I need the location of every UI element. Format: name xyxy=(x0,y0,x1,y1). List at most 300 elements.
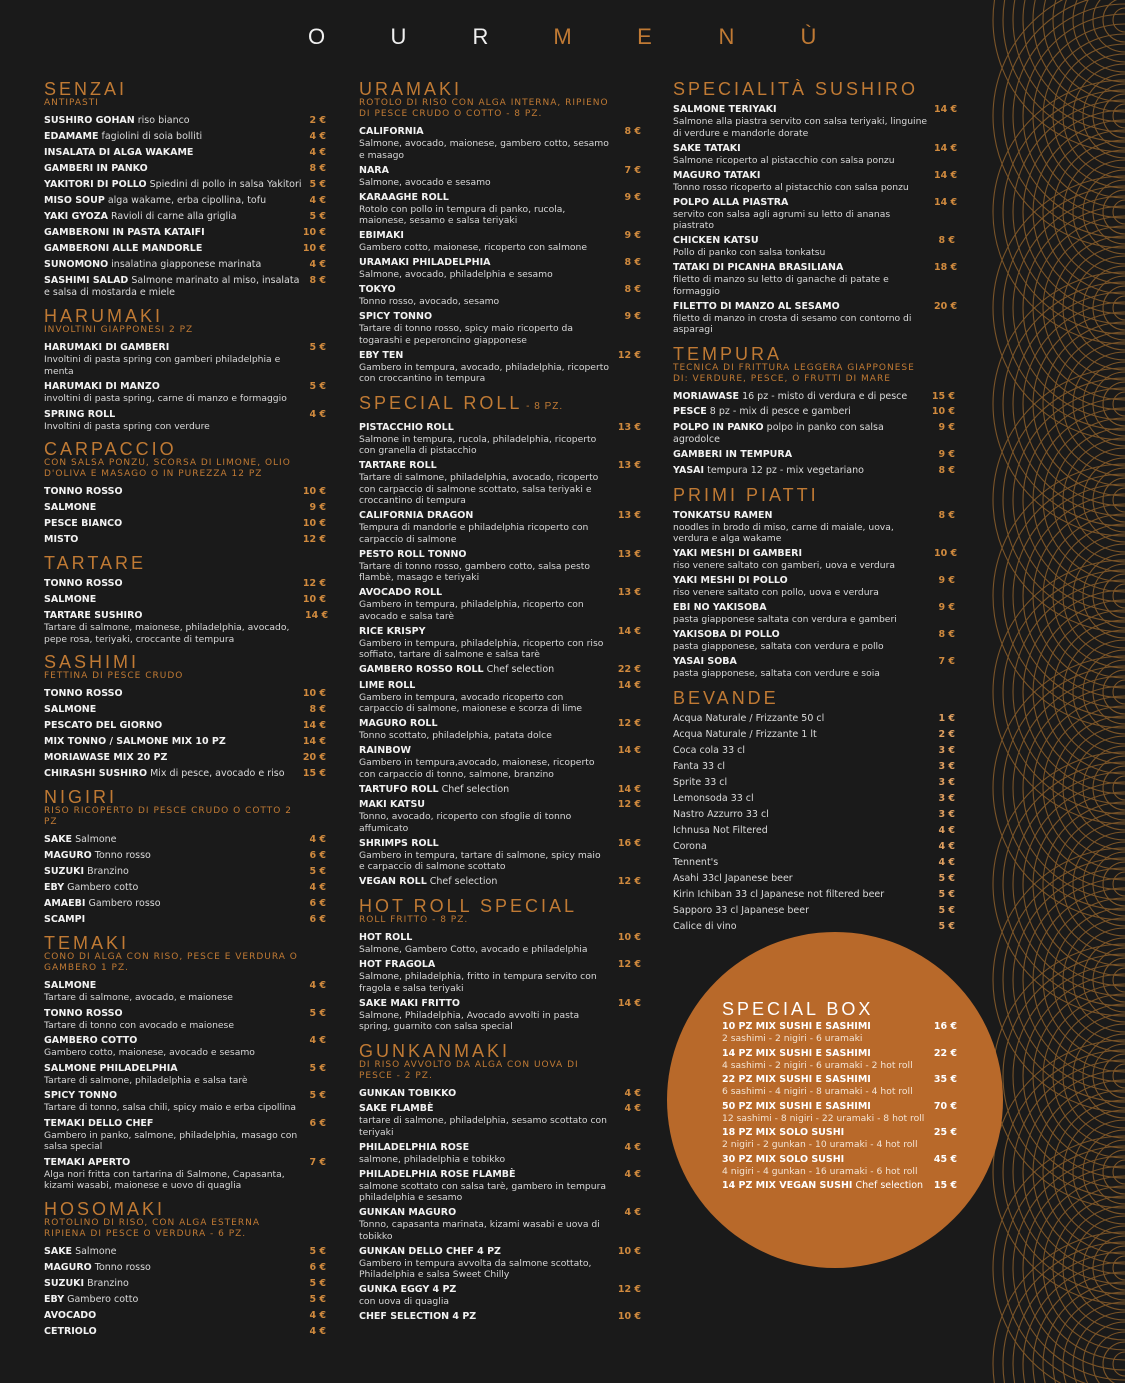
item-line xyxy=(673,422,932,446)
item-inline-desc: fagiolini di soia bolliti xyxy=(101,131,203,142)
item-price: 4 € xyxy=(309,131,326,142)
item-text xyxy=(359,838,618,873)
beverage-item xyxy=(673,793,955,805)
menu-item xyxy=(673,104,958,139)
item-inline-desc: polpo in panko con salsa agrodolce xyxy=(673,421,884,445)
section-subtitle: CON SALSA PONZU, SCORSA DI LIMONE, OLIO D'OLIVA E MASAGO O IN PUREZZA 12 PZ xyxy=(44,458,291,479)
menu-item xyxy=(44,1157,326,1192)
item-text xyxy=(673,235,938,259)
item-price: 6 € xyxy=(309,1261,326,1273)
item-description: Tartare di salmone, avocado, e maionese xyxy=(44,992,233,1003)
item-description: 12 sashimi - 8 nigiri - 22 uramaki - 8 hot roll xyxy=(722,1112,925,1124)
item-line xyxy=(722,1180,928,1192)
item-price: 14 € xyxy=(934,196,958,208)
deco-arc xyxy=(1073,736,1125,840)
item-text xyxy=(722,1048,934,1072)
item-line xyxy=(359,838,612,850)
menu-item xyxy=(44,914,326,926)
item-price: 10 € xyxy=(617,1245,641,1257)
item-description: Gambero in tempura, avocado ricoperto con carpaccio di salmone, maionese e scorza di lime xyxy=(359,691,583,714)
item-price: 8 € xyxy=(624,257,641,268)
beverage-price: 5 € xyxy=(938,904,955,916)
item-name: YASAI xyxy=(673,464,705,476)
beverage-price: 3 € xyxy=(938,808,955,820)
item-text xyxy=(359,1207,624,1242)
item-line xyxy=(44,518,297,530)
item-description: Gambero in tempura, philadelphia, ricoperto con avocado e salsa tarè xyxy=(359,599,584,622)
item-line xyxy=(44,752,297,764)
item-text xyxy=(673,406,932,418)
section-subtitle: INVOLTINI GIAPPONESI 2 PZ xyxy=(44,325,194,335)
item-price: 12 € xyxy=(617,959,641,970)
menu-section xyxy=(44,653,326,780)
beverage-item xyxy=(673,889,955,901)
section-title xyxy=(44,554,326,572)
menu-item xyxy=(359,998,641,1033)
menu-item xyxy=(359,959,641,994)
beverage-name: Coca cola 33 cl xyxy=(673,744,745,756)
deco-arc xyxy=(1073,1216,1125,1320)
item-text xyxy=(44,736,303,748)
item-description: Tartare di tonno con avocado e maionese xyxy=(44,1019,234,1031)
beverage-item xyxy=(673,857,955,869)
beverage-name: Tennent's xyxy=(673,856,719,868)
menu-section xyxy=(44,934,326,1192)
item-price: 22 € xyxy=(617,664,641,675)
item-description: filetto di manzo su letto di ganache di patate e formaggio xyxy=(673,274,889,297)
item-description: Salmone, avocado, maionese, gambero cotto, sesamo e masago xyxy=(359,138,609,161)
item-inline-desc: Ravioli di carne alla griglia xyxy=(111,211,237,222)
item-line xyxy=(673,629,932,641)
deco-arc xyxy=(1073,832,1125,936)
item-line xyxy=(359,587,612,599)
item-line xyxy=(673,602,932,614)
menu-item xyxy=(359,1169,641,1204)
item-line xyxy=(44,578,297,590)
special-box xyxy=(722,1000,957,1195)
item-text xyxy=(673,575,938,599)
menu-item xyxy=(359,838,641,873)
menu-item xyxy=(359,1284,641,1308)
item-price: 4 € xyxy=(309,834,326,845)
item-text xyxy=(44,381,309,405)
deco-arc xyxy=(1113,488,1125,512)
item-text xyxy=(44,227,303,239)
item-text xyxy=(44,1063,309,1087)
item-description: servito con salsa agli agrumi su letto di ananas piastrato xyxy=(673,208,891,231)
menu-item xyxy=(44,518,326,530)
item-name: TONKATSU RAMEN xyxy=(673,509,773,521)
item-text xyxy=(722,1127,934,1151)
item-price: 70 € xyxy=(933,1100,957,1112)
item-line xyxy=(44,594,297,606)
item-name: MAGURO xyxy=(44,1261,92,1273)
item-description: 2 nigiri - 2 gunkan - 10 uramaki - 4 hot roll xyxy=(722,1139,918,1150)
beverage-price: 3 € xyxy=(938,760,955,772)
item-text xyxy=(44,486,303,498)
menu-item xyxy=(44,1118,326,1153)
item-price: 14 € xyxy=(305,610,329,621)
menu-item xyxy=(359,1207,641,1242)
deco-arc xyxy=(1033,600,1125,784)
deco-arc xyxy=(1013,388,1125,612)
beverage-item xyxy=(673,905,955,917)
item-text xyxy=(44,179,309,191)
item-name: PISTACCHIO ROLL xyxy=(359,421,454,433)
item-line xyxy=(359,799,612,811)
item-name: SUZUKI xyxy=(44,866,85,877)
item-line xyxy=(359,1207,618,1219)
item-name: INSALATA DI ALGA WAKAME xyxy=(44,147,194,158)
item-description: Salmone, Philadelphia, Avocado avvolti in pasta spring, guarnito con salsa special xyxy=(359,1009,580,1032)
item-name: TONNO ROSSO xyxy=(44,688,123,699)
deco-arc xyxy=(1033,696,1125,880)
beverage-name: Ichnusa Not Filtered xyxy=(673,824,768,836)
item-price: 13 € xyxy=(617,460,641,471)
item-line xyxy=(44,1262,303,1274)
item-line xyxy=(44,115,303,127)
item-name: HOT ROLL xyxy=(359,932,413,943)
item-line xyxy=(359,1311,612,1323)
menu-item xyxy=(673,422,955,446)
menu-item xyxy=(359,1088,641,1100)
item-name: SAKE TATAKI xyxy=(673,142,741,154)
item-name: PESTO ROLL TONNO xyxy=(359,548,467,560)
item-name: EBY xyxy=(44,1293,65,1305)
item-name: SALMONE xyxy=(44,594,97,605)
section-title-text: CARPACCIO xyxy=(44,439,177,459)
item-text xyxy=(673,602,938,626)
item-description: tartare di salmone, philadelphia, sesamo scottato con teriyaki xyxy=(359,1115,607,1138)
item-line xyxy=(44,1310,303,1322)
menu-item xyxy=(44,850,326,862)
menu-item xyxy=(44,1090,326,1114)
item-line xyxy=(673,170,928,182)
item-line xyxy=(44,275,303,299)
item-name: TATAKI DI PICANHA BRASILIANA xyxy=(673,262,844,273)
item-price: 16 € xyxy=(933,1021,957,1032)
item-text xyxy=(44,259,309,271)
beverage-name: Nastro Azzurro 33 cl xyxy=(673,808,769,820)
item-description: 4 nigiri - 4 gunkan - 16 uramaki - 6 hot roll xyxy=(722,1165,918,1177)
deco-arc xyxy=(1013,772,1125,996)
item-name: TARTARE ROLL xyxy=(359,460,437,471)
item-description: Tartare di tonno, salsa chili, spicy maio e erba cipollina xyxy=(44,1102,296,1113)
item-price: 12 € xyxy=(617,349,641,361)
section-title xyxy=(359,1042,641,1060)
item-price: 12 € xyxy=(617,799,641,810)
item-name: 10 PZ MIX SUSHI E SASHIMI xyxy=(722,1021,871,1032)
item-price: 4 € xyxy=(309,259,326,270)
item-price: 6 € xyxy=(309,914,326,925)
item-text xyxy=(44,1262,309,1274)
item-line xyxy=(359,192,618,204)
item-price: 4 € xyxy=(624,1087,641,1099)
item-name: FILETTO DI MANZO AL SESAMO xyxy=(673,300,840,312)
item-price: 4 € xyxy=(624,1168,641,1180)
section-title xyxy=(359,394,641,416)
item-text xyxy=(44,898,309,910)
item-line xyxy=(44,163,303,175)
deco-arc xyxy=(1033,888,1125,1072)
menu-item xyxy=(44,688,326,700)
beverage-name: Lemonsoda 33 cl xyxy=(673,792,754,804)
special-box-title: SPECIAL BOX xyxy=(722,999,874,1019)
title-letter: E xyxy=(637,24,652,49)
item-price: 2 € xyxy=(309,115,326,126)
menu-item xyxy=(673,548,958,572)
item-text xyxy=(44,115,309,127)
item-inline-desc: 16 pz - misto di verdura e di pesce xyxy=(742,390,908,402)
item-price: 5 € xyxy=(309,342,326,353)
item-line xyxy=(44,486,297,498)
item-line xyxy=(359,257,618,269)
section-subtitle: RISO RICOPERTO DI PESCE CRUDO O COTTO 2 PZ xyxy=(44,806,292,827)
beverage-item xyxy=(673,777,955,789)
menu-item xyxy=(359,1103,641,1138)
item-inline-desc: Tonno rosso xyxy=(94,1261,151,1273)
item-text xyxy=(44,1278,309,1290)
item-price: 10 € xyxy=(302,518,326,529)
deco-arc xyxy=(1013,292,1125,516)
item-text xyxy=(359,626,618,661)
item-text xyxy=(359,284,624,308)
item-text xyxy=(673,548,934,572)
item-name: AMAEBI xyxy=(44,898,86,909)
item-line xyxy=(44,342,303,354)
section-subtitle: CONO DI ALGA CON RISO, PESCE E VERDURA O GAMBERO 1 PZ. xyxy=(44,952,298,973)
item-price: 5 € xyxy=(309,1293,326,1305)
item-name: TOKYO xyxy=(359,284,396,295)
beverage-item xyxy=(673,761,955,773)
deco-arc xyxy=(1013,196,1125,420)
deco-arc xyxy=(1063,342,1125,466)
item-price: 16 € xyxy=(617,837,641,849)
menu-item xyxy=(359,745,641,780)
item-name: TEMAKI APERTO xyxy=(44,1156,131,1168)
deco-arc xyxy=(1033,120,1125,304)
item-name: PESCE BIANCO xyxy=(44,518,123,529)
item-text xyxy=(673,391,932,403)
item-name: SPRING ROLL xyxy=(44,408,116,420)
beverage-price: 3 € xyxy=(938,744,955,756)
menu-item xyxy=(673,406,955,418)
item-text xyxy=(44,834,309,846)
menu-item xyxy=(44,227,326,239)
item-inline-desc: insalatina giapponese marinata xyxy=(111,259,262,270)
item-description: Tartare di salmone, philadelphia e salsa tarè xyxy=(44,1074,248,1086)
item-name: MAGURO TATAKI xyxy=(673,169,761,181)
item-line xyxy=(44,1246,303,1258)
section-title xyxy=(44,1200,326,1218)
item-description: involtini di pasta spring, carne di manzo e formaggio xyxy=(44,393,287,404)
item-text xyxy=(44,1090,309,1114)
item-line xyxy=(359,1142,618,1154)
item-text xyxy=(673,449,938,461)
item-price: 8 € xyxy=(309,704,326,715)
item-inline-desc: tempura 12 pz - mix vegetariano xyxy=(707,464,864,476)
section-title-text: NIGIRI xyxy=(44,787,118,807)
item-description: Gambero cotto, maionese, ricoperto con salmone xyxy=(359,242,587,253)
item-description: filetto di manzo in crosta di sesamo con contorno di asparagi xyxy=(673,312,912,335)
item-description: Rotolo con pollo in tempura di panko, rucola, maionese, sesamo e salsa teriyaki xyxy=(359,203,566,226)
item-name: EBI NO YAKISOBA xyxy=(673,602,767,613)
item-text xyxy=(359,932,618,956)
item-text xyxy=(44,594,303,606)
item-name: KARAAGHE ROLL xyxy=(359,191,449,203)
menu-item xyxy=(44,1310,326,1322)
item-price: 9 € xyxy=(938,449,955,460)
item-name: NARA xyxy=(359,164,389,176)
item-inline-desc: Tonno rosso xyxy=(94,850,151,861)
item-line xyxy=(359,284,618,296)
item-text xyxy=(359,1246,618,1281)
item-price: 9 € xyxy=(624,230,641,241)
menu-item xyxy=(44,259,326,271)
item-price: 4 € xyxy=(309,882,326,893)
item-line xyxy=(44,502,303,514)
special-box-item xyxy=(722,1048,957,1072)
menu-item xyxy=(359,784,641,796)
item-line xyxy=(359,1088,618,1100)
menu-item xyxy=(673,465,955,477)
menu-item xyxy=(673,262,958,297)
item-name: 30 PZ MIX SOLO SUSHI xyxy=(722,1153,845,1165)
item-price: 4 € xyxy=(309,1035,326,1046)
item-description: pasta giapponese, saltata con verdure e soia xyxy=(673,668,880,679)
item-text xyxy=(44,534,303,546)
menu-item xyxy=(359,510,641,545)
item-line xyxy=(673,391,926,403)
item-description: pasta giapponese saltata con verdura e gamberi xyxy=(673,614,897,625)
deco-arc xyxy=(1063,54,1125,178)
item-line xyxy=(44,882,303,894)
item-text xyxy=(359,1088,624,1100)
item-line xyxy=(359,959,612,971)
deco-arc xyxy=(1063,822,1125,946)
item-name: SALMONE xyxy=(44,502,97,513)
deco-arc xyxy=(1073,352,1125,456)
item-description: con uova di quaglia xyxy=(359,1296,450,1307)
item-line xyxy=(44,720,297,732)
item-text xyxy=(359,998,618,1033)
item-line xyxy=(359,549,612,561)
deco-arc xyxy=(1013,964,1125,1188)
item-line xyxy=(673,510,932,522)
item-line xyxy=(673,465,932,477)
menu-item xyxy=(44,1326,326,1338)
beverage-price: 5 € xyxy=(938,888,955,900)
section-title-text: HARUMAKI xyxy=(44,306,164,326)
item-inline-desc: Branzino xyxy=(87,1277,129,1289)
menu-item xyxy=(44,578,326,590)
item-description: Gambero in tempura,avocado, maionese, ricoperto con carpaccio di tonno, salmone, branzino xyxy=(359,757,595,780)
menu-item xyxy=(44,752,326,764)
beverage-name: Corona xyxy=(673,840,707,852)
section-title-text: SASHIMI xyxy=(44,652,140,672)
item-text xyxy=(673,656,938,680)
item-line xyxy=(44,610,299,622)
item-price: 12 € xyxy=(617,718,641,729)
menu-section xyxy=(44,788,326,926)
menu-section xyxy=(359,80,641,385)
deco-arc xyxy=(1113,392,1125,416)
item-name: CHEF SELECTION 4 PZ xyxy=(359,1311,477,1322)
item-line xyxy=(359,311,618,323)
item-inline-desc: 8 pz - mix di pesce e gamberi xyxy=(709,406,851,417)
item-name: POLPO IN PANKO xyxy=(673,421,764,433)
item-name: MORIAWASE MIX 20 PZ xyxy=(44,752,168,763)
item-price: 12 € xyxy=(302,534,326,545)
item-name: MAGURO ROLL xyxy=(359,718,438,729)
item-line xyxy=(359,876,612,888)
item-text xyxy=(359,311,624,346)
item-price: 25 € xyxy=(933,1127,957,1138)
item-price: 13 € xyxy=(617,548,641,560)
item-description: riso venere saltato con pollo, uova e verdura xyxy=(673,587,879,598)
item-name: TEMAKI DELLO CHEF xyxy=(44,1117,154,1129)
item-name: 18 PZ MIX SOLO SUSHI xyxy=(722,1127,845,1138)
item-line xyxy=(359,998,612,1010)
menu-item xyxy=(673,629,955,653)
item-name: SAKE xyxy=(44,834,73,845)
item-description: Tempura di mandorle e philadelphia ricoperto con carpaccio di salmone xyxy=(359,522,589,545)
item-price: 5 € xyxy=(309,1090,326,1101)
item-price: 10 € xyxy=(934,548,958,559)
item-text xyxy=(44,163,309,175)
menu-item xyxy=(673,602,955,626)
column-2 xyxy=(359,80,641,1332)
item-price: 8 € xyxy=(309,163,326,174)
item-price: 14 € xyxy=(302,736,326,747)
item-text xyxy=(44,768,303,780)
item-line xyxy=(44,850,303,862)
item-name: TONNO ROSSO xyxy=(44,486,123,497)
item-inline-desc: Gambero cotto xyxy=(67,882,139,893)
item-name: AVOCADO ROLL xyxy=(359,587,443,598)
beverage-price: 2 € xyxy=(938,728,955,740)
item-inline-desc: Gambero rosso xyxy=(88,898,161,909)
beverage-item xyxy=(673,921,955,933)
item-name: YASAI SOBA xyxy=(673,656,737,667)
deco-arc xyxy=(1073,1024,1125,1128)
menu-item xyxy=(673,142,958,167)
item-line xyxy=(44,1294,303,1306)
item-price: 13 € xyxy=(617,421,641,433)
item-name: SPICY TONNO xyxy=(359,311,433,322)
beverage-item xyxy=(673,729,955,741)
deco-arc xyxy=(1113,1064,1125,1088)
item-text xyxy=(359,876,618,888)
item-price: 9 € xyxy=(624,311,641,322)
item-name: SUNOMONO xyxy=(44,259,109,270)
deco-arc xyxy=(1113,680,1125,704)
menu-item xyxy=(359,284,641,308)
item-text xyxy=(44,850,309,862)
item-text xyxy=(359,718,618,742)
menu-item xyxy=(673,235,955,259)
item-line xyxy=(722,1101,928,1113)
item-name: GUNKAN TOBIKKO xyxy=(359,1087,457,1099)
deco-arc xyxy=(1063,150,1125,274)
special-box-item xyxy=(722,1127,957,1151)
menu-section xyxy=(44,440,326,546)
item-text xyxy=(44,1008,309,1032)
special-box-item xyxy=(722,1180,957,1192)
item-line xyxy=(359,1284,612,1296)
item-line xyxy=(673,449,932,461)
deco-arc xyxy=(1113,104,1125,128)
